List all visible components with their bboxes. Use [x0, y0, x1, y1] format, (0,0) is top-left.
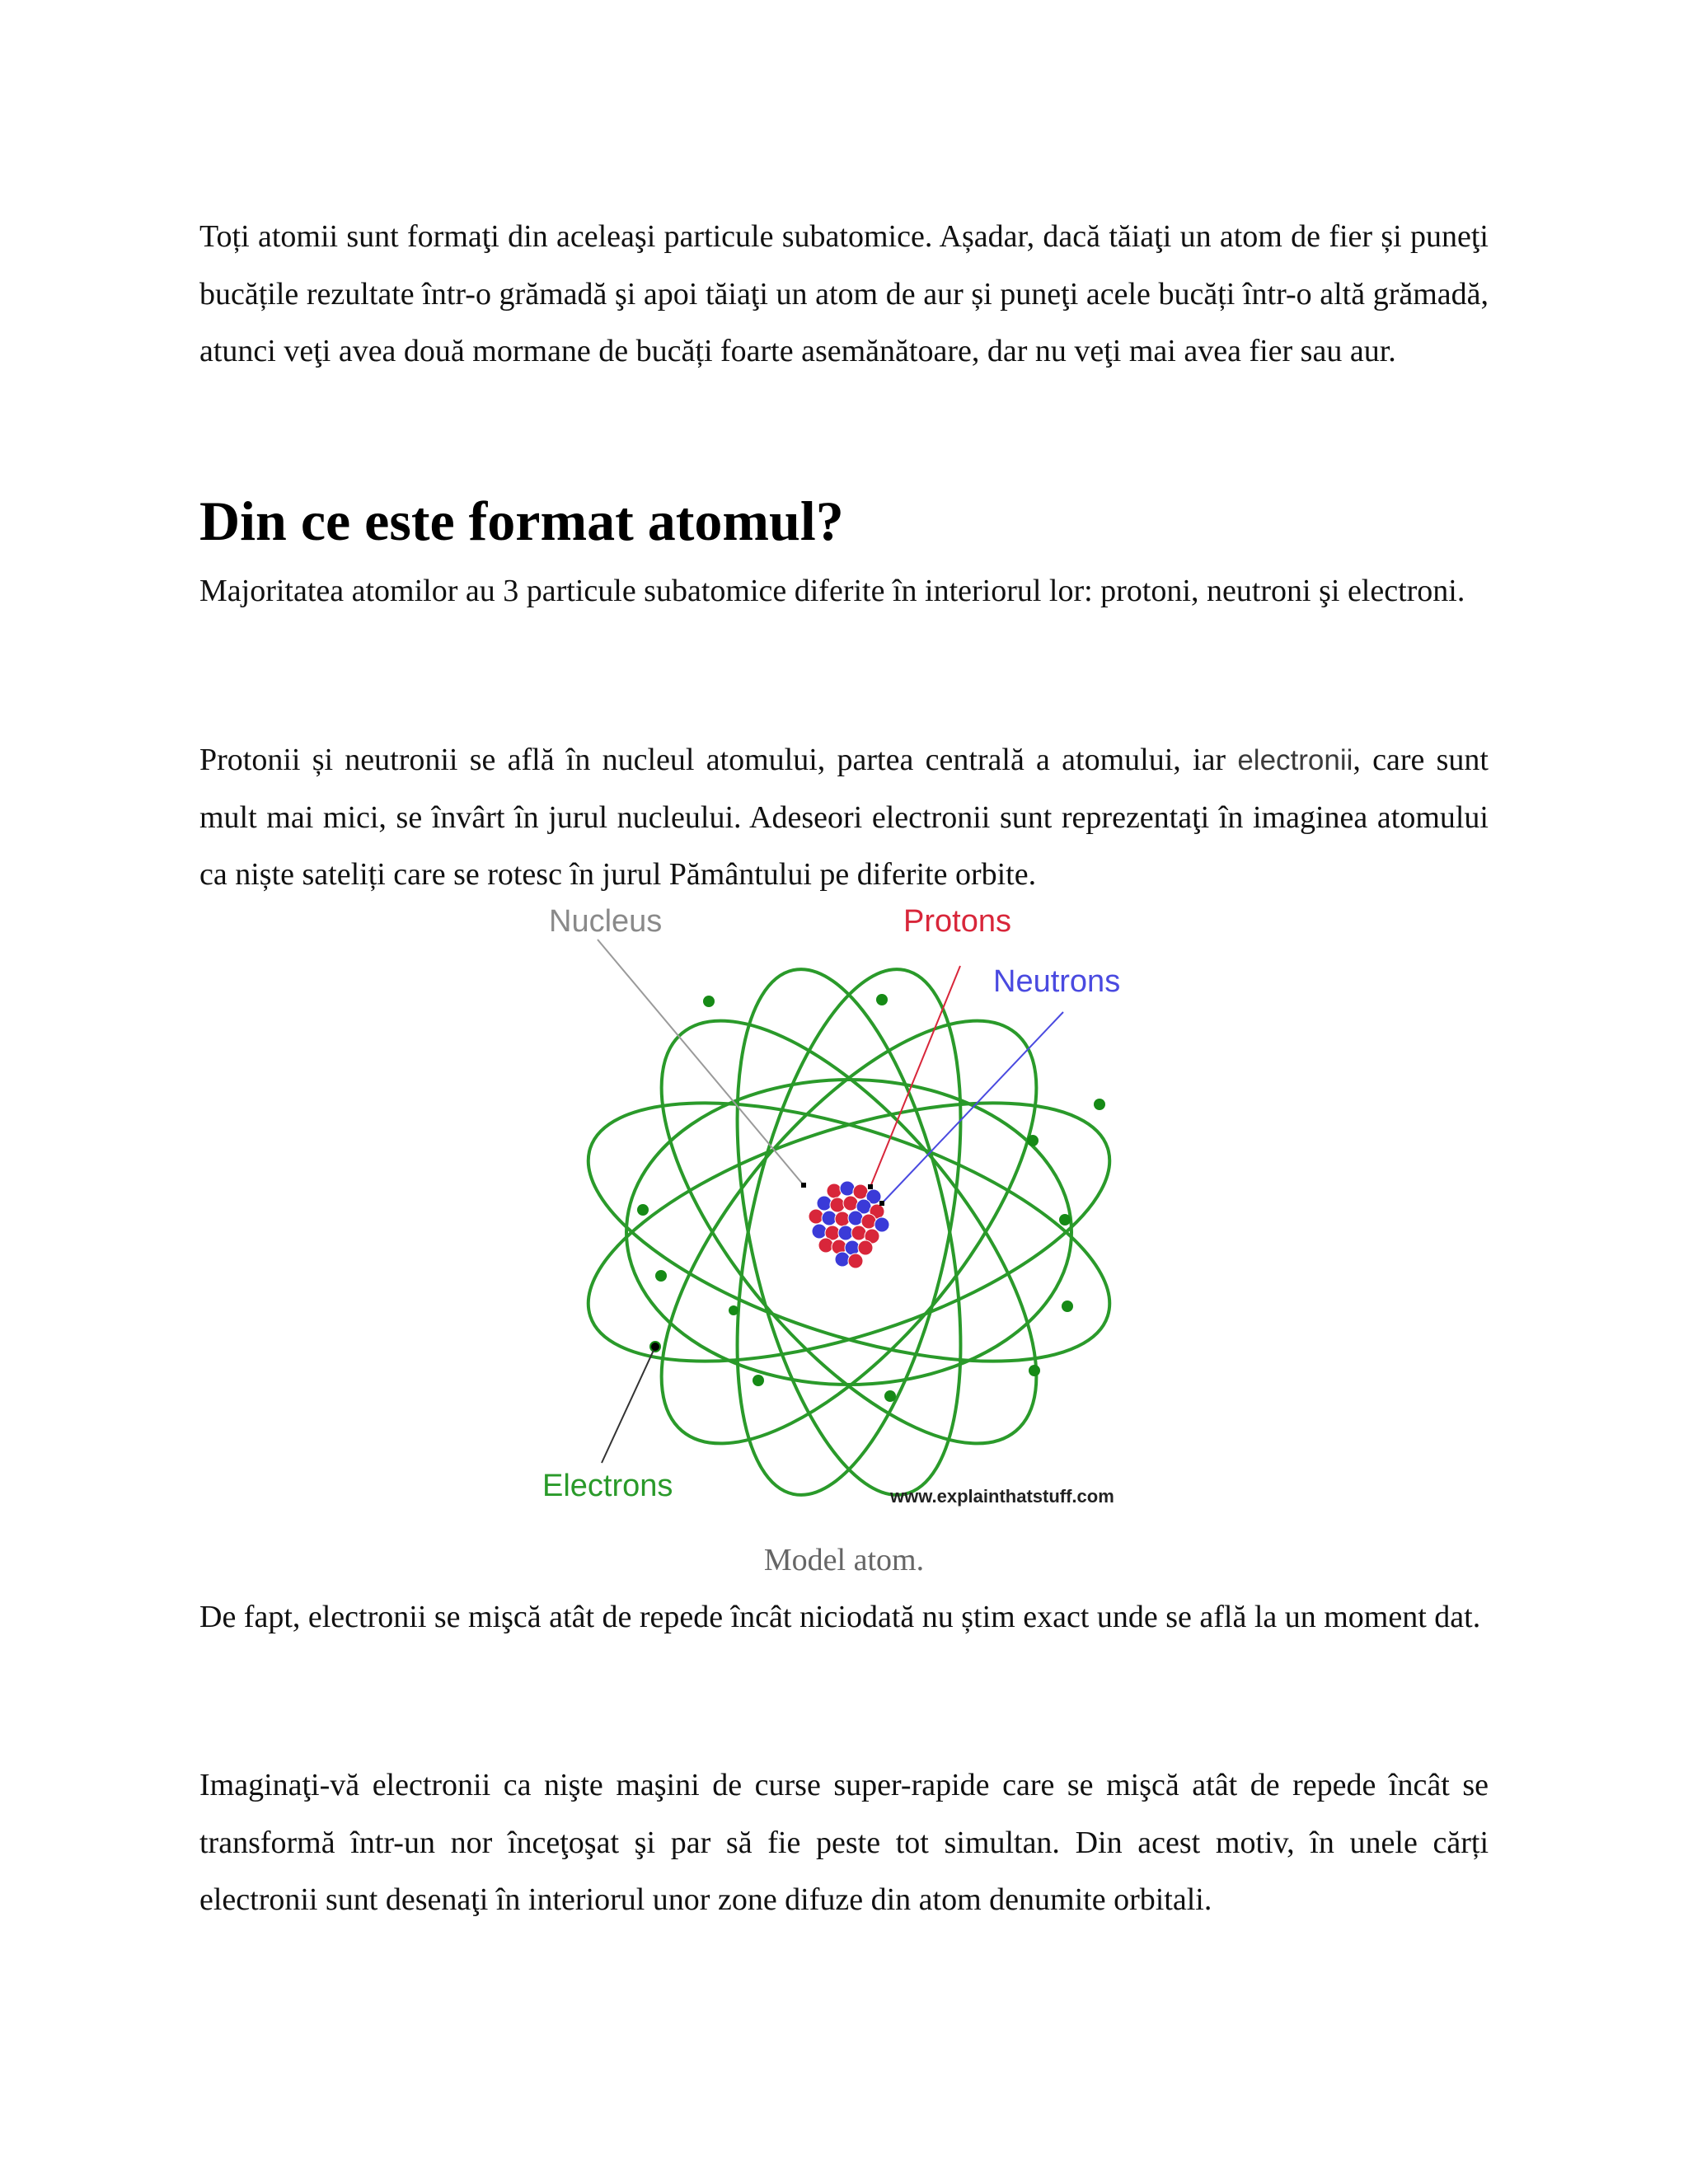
atom-diagram [536, 898, 1162, 1521]
electron [637, 1204, 649, 1216]
electron [1027, 1135, 1039, 1146]
paragraph-race-cars: Imaginaţi-vă electronii ca nişte maşini de curse super-rapide care se mişcă atât de repede încât se transformă într-un nor înceţoşat şi par să fie peste tot simultan. Din acest motiv, în unele cărți electronii sunt desenaţi în interiorul unor zone difuze din atom denumite orbitali. [199, 1768, 1489, 1917]
electron [1062, 1301, 1073, 1312]
label-neutrons: Neutrons [993, 964, 1121, 999]
electron [703, 996, 715, 1007]
atom-model-figure [536, 898, 1162, 1521]
electron [655, 1270, 667, 1282]
electronii-link[interactable]: electronii [1237, 744, 1353, 776]
paragraph-composition: Majoritatea atomilor au 3 particule subatomice diferite în interiorul lor: protoni, neutroni şi electroni. [199, 574, 1465, 608]
paragraph-nucleus-text-1: Protonii și neutronii se află în nucleul atomului, partea centrală a atomului, iar [199, 743, 1238, 777]
electron [884, 1390, 896, 1402]
label-protons: Protons [903, 904, 1011, 939]
paragraph-nucleus [199, 732, 1489, 904]
paragraph-nucleus-text-2: , care sunt mult mai mici, se învârt în jurul nucleului. Adeseori electronii sunt reprezentaţi în imaginea atomului ca niște sateliți care se rotesc în jurul Pământului pe diferite orbite. [199, 743, 1489, 892]
label-electrons: Electrons [542, 1469, 673, 1503]
paragraph-speed: De fapt, electronii se mişcă atât de repede încât niciodată nu știm exact unde se află la un moment dat. [199, 1600, 1481, 1634]
figure-caption: Model atom. [763, 1543, 925, 1577]
paragraph-intro: Toți atomii sunt formaţi din aceleaşi particule subatomice. Așadar, dacă tăiaţi un atom de fier și puneţi bucățile rezultate într-o grămadă şi apoi tăiaţi un atom de aur și puneţi acele bucăți într-o altă grămadă, atunci veţi avea două mormane de bucăți foarte asemănătoare, dar nu veţi mai avea fier sau aur. [199, 219, 1489, 368]
electron [729, 1305, 738, 1315]
label-nucleus: Nucleus [549, 904, 663, 939]
electron [1059, 1214, 1071, 1226]
electron [1029, 1365, 1040, 1376]
electron [753, 1375, 764, 1386]
section-heading: Din ce este format atomul? [199, 490, 844, 552]
watermark-text: www.explainthatstuff.com [890, 1486, 1114, 1507]
electron [876, 994, 888, 1005]
electron [1094, 1099, 1105, 1110]
